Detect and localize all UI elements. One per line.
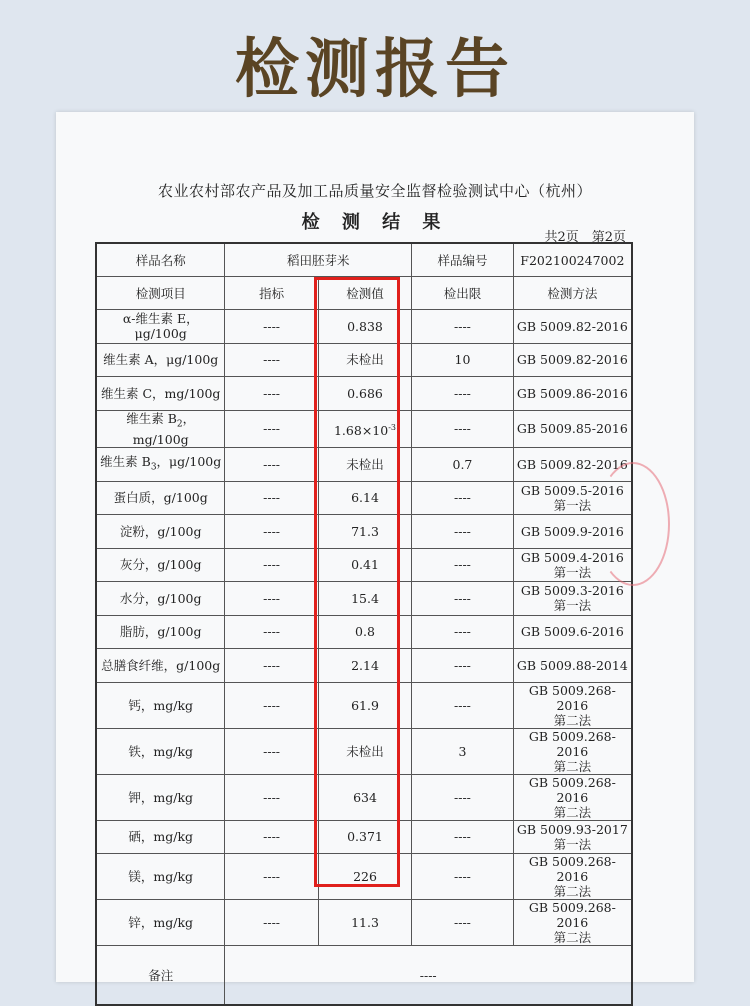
item-value: 61.9 (318, 682, 411, 728)
value-column-highlight (314, 277, 400, 887)
item-index: ---- (225, 900, 318, 946)
sample-row (96, 243, 632, 277)
item-limit: ---- (412, 649, 514, 683)
item-index: ---- (225, 854, 318, 900)
item-name: 维生素 C，mg/100g (96, 377, 225, 411)
item-name: 锌，mg/kg (96, 900, 225, 946)
item-name: 蛋白质，g/100g (96, 481, 225, 515)
item-method: GB 5009.93-2017 第一法 (513, 820, 632, 854)
item-index: ---- (225, 481, 318, 515)
item-limit: 0.7 (412, 448, 514, 482)
item-index: ---- (225, 410, 318, 448)
item-value: 2.14 (318, 649, 411, 683)
item-name: 钾，mg/kg (96, 774, 225, 820)
item-method: GB 5009.3-2016 第一法 (513, 582, 632, 616)
item-index: ---- (225, 649, 318, 683)
item-method: GB 5009.268-2016 第二法 (513, 900, 632, 946)
item-method: GB 5009.86-2016 (513, 377, 632, 411)
item-limit: ---- (412, 900, 514, 946)
item-method: GB 5009.4-2016 第一法 (513, 548, 632, 582)
page-info: 共2页 第2页 (544, 230, 626, 245)
item-limit: ---- (412, 854, 514, 900)
remarks-row (96, 946, 632, 1006)
item-index: ---- (225, 448, 318, 482)
item-value: 0.41 (318, 548, 411, 582)
column-header-value: 检测值 (318, 277, 411, 310)
item-value: 未检出 (318, 343, 411, 377)
item-value: 未检出 (318, 728, 411, 774)
item-method: GB 5009.268-2016 第二法 (513, 774, 632, 820)
item-limit: ---- (412, 481, 514, 515)
sample-number-label: 样品编号 (412, 243, 514, 277)
item-value: 0.8 (318, 615, 411, 649)
item-limit: ---- (412, 774, 514, 820)
sample-number-value: F202100247002 (513, 243, 632, 277)
item-name: 钙，mg/kg (96, 682, 225, 728)
item-method: GB 5009.82-2016 (513, 310, 632, 344)
document-title: 检 测 结 果 (301, 212, 449, 233)
item-index: ---- (225, 377, 318, 411)
item-method: GB 5009.88-2014 (513, 649, 632, 683)
page-banner-title: 检测报告 (235, 32, 515, 107)
item-value: 634 (318, 774, 411, 820)
column-header-index: 指标 (225, 277, 318, 310)
item-index: ---- (225, 774, 318, 820)
organization-name: 农业农村部农产品及加工品质量安全监督检验测试中心（杭州） (157, 182, 592, 200)
item-index: ---- (225, 310, 318, 344)
item-method: GB 5009.85-2016 (513, 410, 632, 448)
item-limit: ---- (412, 310, 514, 344)
item-name: 淀粉，g/100g (96, 515, 225, 549)
table-row (96, 900, 632, 946)
item-method: GB 5009.9-2016 (513, 515, 632, 549)
item-index: ---- (225, 728, 318, 774)
item-value: 71.3 (318, 515, 411, 549)
item-method: GB 5009.268-2016 第二法 (513, 728, 632, 774)
sample-name-value: 稻田胚芽米 (225, 243, 412, 277)
item-limit: ---- (412, 820, 514, 854)
item-method: GB 5009.82-2016 (513, 448, 632, 482)
item-name: 水分，g/100g (96, 582, 225, 616)
column-header-limit: 检出限 (412, 277, 514, 310)
item-index: ---- (225, 582, 318, 616)
item-name: 维生素 $B_3$，μg/100g (96, 448, 225, 482)
item-index: ---- (225, 548, 318, 582)
item-index: ---- (225, 820, 318, 854)
item-value: 6.14 (318, 481, 411, 515)
item-method: GB 5009.6-2016 (513, 615, 632, 649)
column-header-method: 检测方法 (513, 277, 632, 310)
item-name: α-维生素 E，μg/100g (96, 310, 225, 344)
column-header-item: 检测项目 (96, 277, 225, 310)
item-value: 15.4 (318, 582, 411, 616)
item-method: GB 5009.268-2016 第二法 (513, 854, 632, 900)
item-method: GB 5009.5-2016 第一法 (513, 481, 632, 515)
item-name: 总膳食纤维，g/100g (96, 649, 225, 683)
item-limit: ---- (412, 515, 514, 549)
item-value: 0.686 (318, 377, 411, 411)
item-limit: 10 (412, 343, 514, 377)
item-method: GB 5009.82-2016 (513, 343, 632, 377)
item-name: 硒，mg/kg (96, 820, 225, 854)
item-index: ---- (225, 343, 318, 377)
remarks-value: ---- (225, 946, 632, 1006)
item-value: 11.3 (318, 900, 411, 946)
sample-name-label: 样品名称 (96, 243, 225, 277)
item-value: 0.838 (318, 310, 411, 344)
item-limit: ---- (412, 410, 514, 448)
red-seal-stamp (596, 462, 670, 586)
item-name: 维生素 A，μg/100g (96, 343, 225, 377)
item-name: 维生素 $B_2$，mg/100g (96, 410, 225, 448)
item-limit: 3 (412, 728, 514, 774)
item-limit: ---- (412, 582, 514, 616)
item-index: ---- (225, 682, 318, 728)
item-name: 镁，mg/kg (96, 854, 225, 900)
item-value: 未检出 (318, 448, 411, 482)
item-limit: ---- (412, 615, 514, 649)
item-limit: ---- (412, 548, 514, 582)
item-limit: ---- (412, 377, 514, 411)
item-name: 灰分，g/100g (96, 548, 225, 582)
item-value: 226 (318, 854, 411, 900)
remarks-label: 备注 (96, 946, 225, 1006)
item-name: 脂肪，g/100g (96, 615, 225, 649)
item-index: ---- (225, 515, 318, 549)
item-limit: ---- (412, 682, 514, 728)
item-name: 铁，mg/kg (96, 728, 225, 774)
item-method: GB 5009.268-2016 第二法 (513, 682, 632, 728)
item-index: ---- (225, 615, 318, 649)
item-value: $1.68\times 10^{-3}$ (318, 410, 411, 448)
item-value: 0.371 (318, 820, 411, 854)
